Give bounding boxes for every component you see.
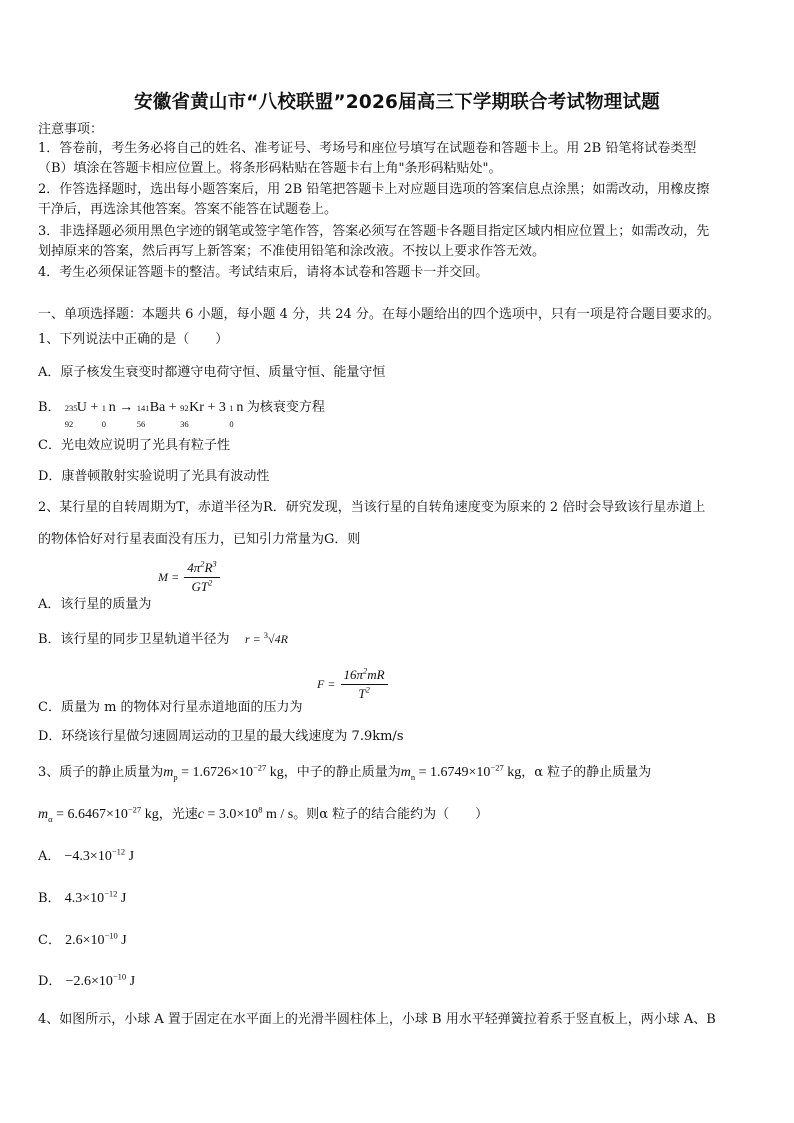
question-1-option-d: D．康普顿散射实验说明了光具有波动性 [38, 469, 270, 484]
question-2-stem-line-1: 2、某行星的自转周期为T，赤道半径为R．研究发现，当该行星的自转角速度变为原来的 2 倍时会导致该行星赤道上 [38, 500, 706, 515]
question-2-stem-line-2: 的物体恰好对行星表面没有压力，已知引力常量为G．则 [38, 532, 361, 547]
question-3-stem-line-1: 3、质子的静止质量为$m_p = 1.6726\times 10^{-27}$ kg，中子的静止质量为$m_n = 1.6749\times 10^{-27}$ kg，α 粒子的静止质量为 [38, 762, 652, 782]
notice-item: 4．考生必须保证答题卡的整洁。考试结束后，请将本试卷和答题卡一并交回。 [38, 265, 489, 280]
formula-force: F = $\frac{16\pi^2mR}{T^2}$ [317, 667, 388, 702]
question-3-stem-line-2: $m_\alpha = 6.6467\times 10^{-27}$ kg，光速$c = 3.0\times 10^8$ m / s。则α 粒子的结合能约为（ ） [38, 804, 489, 824]
question-3-option-a: A． $-4.3\times 10^{-12}$ J [38, 846, 135, 864]
question-3-option-b: B． $4.3\times 10^{-12}$ J [38, 888, 127, 906]
question-1-option-b: B． 235 92 U + 1 0 n → 141 56 Ba + 92 36 Kr + 3 1 0 n 为核衰变方程 [38, 400, 325, 429]
question-3-option-d: D． $-2.6\times 10^{-10}$ J [38, 971, 136, 989]
speed-of-light: $c = 3.0\times 10^8$ m / s [197, 804, 294, 822]
alpha-mass: $m_\alpha = 6.6467\times 10^{-27}$ kg [38, 804, 159, 824]
notice-item: （B）填涂在答题卡相应位置上。将条形码粘贴在答题卡右上角"条形码粘贴处"。 [38, 161, 502, 176]
question-4-stem: 4、如图所示，小球 A 置于固定在水平面上的光滑半圆柱体上，小球 B 用水平轻弹簧拉着系于竖直板上，两小球 A、B [38, 1012, 716, 1027]
question-2-option-c: C．质量为 m 的物体对行星赤道地面的压力为 [38, 700, 303, 715]
notice-heading: 注意事项： [38, 122, 104, 137]
notice-item: 1．答卷前，考生务必将自己的姓名、准考证号、考场号和座位号填写在试题卷和答题卡上。用 2B 铅笔将试卷类型 [38, 141, 697, 156]
question-1-stem: 1、下列说法中正确的是（ ） [38, 332, 229, 347]
notice-item: 划掉原来的答案，然后再写上新答案；不准使用铅笔和涂改液。不按以上要求作答无效。 [38, 244, 546, 259]
page-title: 安徽省黄山市“八校联盟”2026届高三下学期联合考试物理试题 [134, 92, 660, 113]
question-3-option-c: C． $2.6\times 10^{-10}$ J [38, 930, 127, 948]
notice-item: 干净后，再选涂其他答案。答案不能答在试题卷上。 [38, 202, 338, 217]
question-1-option-a: A．原子核发生衰变时都遵守电荷守恒、质量守恒、能量守恒 [38, 365, 386, 380]
formula-orbit-radius: r = $^3$√4R [245, 630, 288, 646]
formula-mass: M = $\frac{4\pi^2R^3}{GT^2}$ [158, 560, 220, 595]
section-heading: 一、单项选择题：本题共 6 小题，每小题 4 分，共 24 分。在每小题给出的四个选项中，只有一项是符合题目要求的。 [38, 307, 720, 322]
fission-equation: 235 92 U + 1 0 n → 141 56 Ba + 92 36 Kr + 3 1 0 n [64, 400, 247, 429]
proton-mass: $m_p = 1.6726\times 10^{-27}$ kg [163, 762, 284, 782]
neutron-mass: $m_n = 1.6749\times 10^{-27}$ kg [400, 762, 522, 782]
question-2-option-a: A．该行星的质量为 [38, 597, 152, 612]
question-2-option-b: B．该行星的同步卫星轨道半径为 [38, 632, 230, 647]
notice-item: 3．非选择题必须用黑色字迹的钢笔或签字笔作答，答案必须写在答题卡各题目指定区域内相应位置上；如需改动，先 [38, 224, 710, 239]
question-2-option-d: D．环绕该行星做匀速圆周运动的卫星的最大线速度为 7.9km/s [38, 729, 404, 744]
question-1-option-c: C．光电效应说明了光具有粒子性 [38, 438, 230, 453]
notice-item: 2．作答选择题时，选出每小题答案后，用 2B 铅笔把答题卡上对应题目选项的答案信息点涂黑；如需改动，用橡皮擦 [38, 182, 710, 197]
